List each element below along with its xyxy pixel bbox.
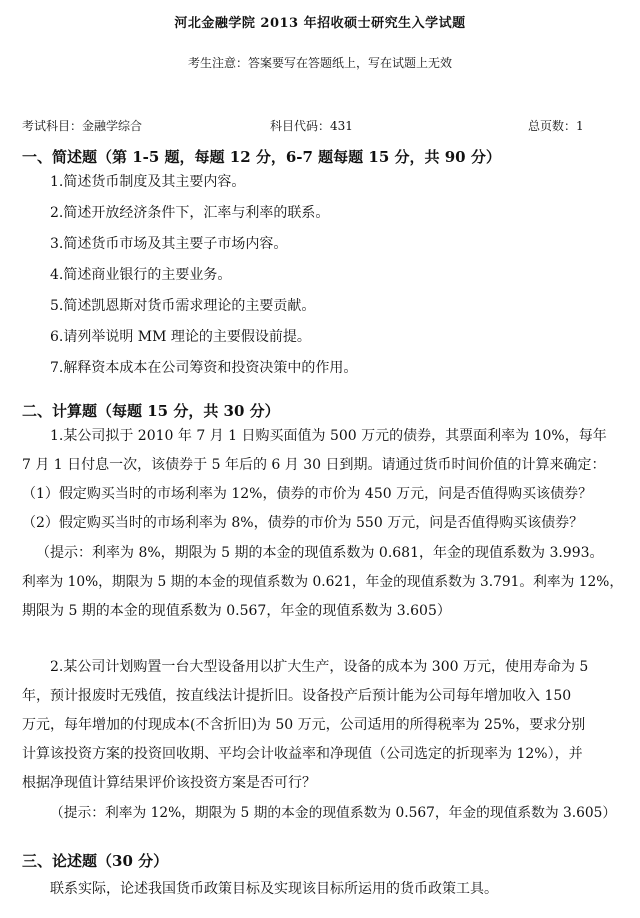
section1-question-2: 2.简述开放经济条件下，汇率与利率的联系。: [50, 205, 330, 221]
section1-question-3: 3.简述货币市场及其主要子市场内容。: [50, 236, 288, 252]
section2-q2-line4: 计算该投资方案的投资回收期、平均会计收益率和净现值（公司选定的折现率为 12%），并: [22, 746, 583, 762]
section3-question: 联系实际，论述我国货币政策目标及实现该目标所运用的货币政策工具。: [50, 881, 498, 897]
section2-heading: 二、计算题（每题 15 分，共 30 分）: [22, 402, 280, 420]
section3-heading: 三、论述题（30 分）: [22, 852, 169, 870]
section2-q1-sub1: （1）假定购买当时的市场利率为 12%，债券的市价为 450 万元，问是否值得购买该债券？: [22, 486, 593, 502]
section2-q1-line1: 1.某公司拟于 2010 年 7 月 1 日购买面值为 500 万元的债券，其票面利率为 10%，每年: [50, 428, 607, 444]
section2-q1-sub2: （2）假定购买当时的市场利率为 8%，债券的市价为 550 万元，问是否值得购买该债券？: [22, 515, 584, 531]
section1-heading: 一、简述题（第 1-5 题，每题 12 分，6-7 题每题 15 分，共 90 分）: [22, 148, 501, 166]
exam-notice: 考生注意：答案要写在答题纸上，写在试题上无效: [187, 56, 452, 70]
section2-q1-hint2: 利率为 10%，期限为 5 期的本金的现值系数为 0.621，年金的现值系数为 3.791。利率为 12%，: [22, 574, 624, 590]
section2-q2-line1: 2.某公司计划购置一台大型设备用以扩大生产，设备的成本为 300 万元，使用寿命为 5: [50, 659, 589, 675]
section2-q2-hint: （提示：利率为 12%，期限为 5 期的本金的现值系数为 0.567，年金的现值系数为 3.605）: [50, 805, 617, 821]
section2-q2-line5: 根据净现值计算结果评价该投资方案是否可行？: [22, 775, 316, 791]
section1-question-7: 7.解释资本成本在公司筹资和投资决策中的作用。: [50, 360, 358, 376]
section2-q2-line3: 万元，每年增加的付现成本(不含折旧)为 50 万元，公司适用的所得税率为 25%，要求分别: [22, 717, 586, 733]
section1-question-6: 6.请列举说明 MM 理论的主要假设前提。: [50, 329, 311, 345]
section1-question-5: 5.简述凯恩斯对货币需求理论的主要贡献。: [50, 298, 316, 314]
exam-page-count: 总页数：1: [528, 119, 584, 133]
exam-subject: 考试科目：金融学综合: [22, 119, 143, 133]
section2-q1-hint3: 期限为 5 期的本金的现值系数为 0.567，年金的现值系数为 3.605）: [22, 603, 451, 619]
section2-q2-line2: 年，预计报废时无残值，按直线法计提折旧。设备投产后预计能为公司每年增加收入 150: [22, 688, 572, 704]
section2-q1-hint1: （提示：利率为 8%，期限为 5 期的本金的现值系数为 0.681，年金的现值系数为 3.993。: [36, 545, 604, 561]
section1-question-1: 1.简述货币制度及其主要内容。: [50, 174, 246, 190]
exam-code: 科目代码：431: [270, 119, 353, 133]
exam-title: 河北金融学院 2013 年招收硕士研究生入学试题: [174, 16, 466, 31]
section2-q1-line2: 7 月 1 日付息一次，该债券于 5 年后的 6 月 30 日到期。请通过货币时间价值的计算来确定：: [22, 457, 606, 473]
section1-question-4: 4.简述商业银行的主要业务。: [50, 267, 232, 283]
